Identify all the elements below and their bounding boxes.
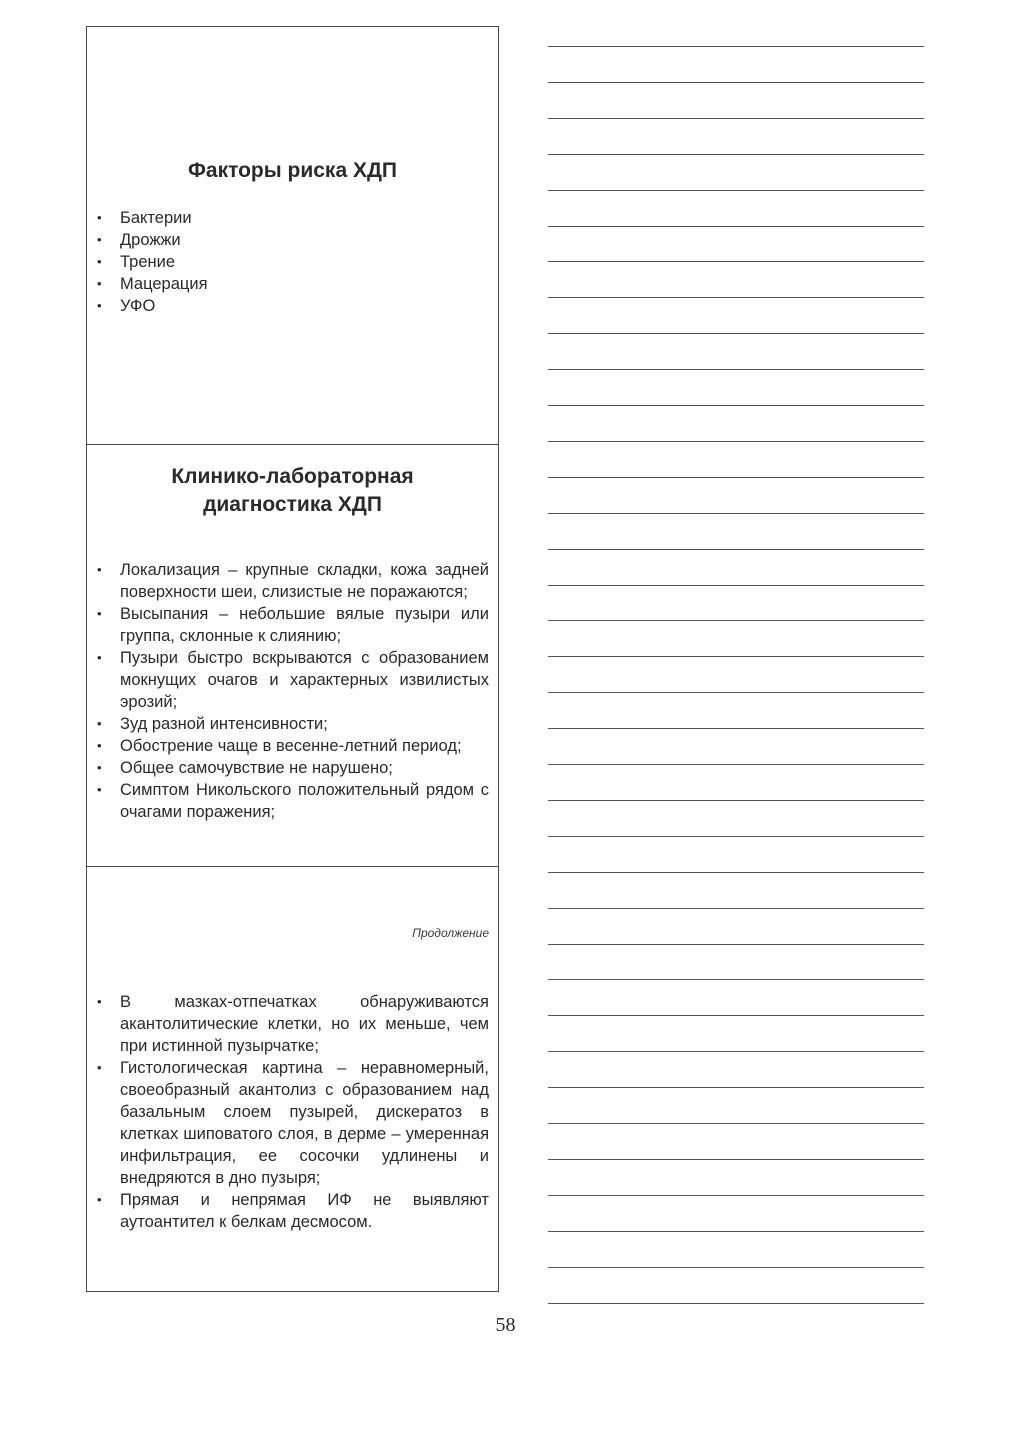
note-line [548,82,924,83]
list-item: • Обострение чаще в весенне-летний период; [97,735,489,757]
list-item: • Трение [97,251,489,273]
note-line [548,656,924,657]
note-line [548,620,924,621]
note-line [548,979,924,980]
note-line [548,513,924,514]
slides-column [86,26,499,1292]
note-line [548,692,924,693]
list-item: • УФО [97,295,489,317]
list-item: • Зуд разной интенсивности; [97,713,489,735]
list-item: • Пузыри быстро вскрываются с образованием мокнущих очагов и характерных извилистых эрозий; [97,647,489,713]
list-item: • Локализация – крупные складки, кожа задней поверхности шеи, слизистые не поражаются; [97,559,489,603]
list-item: • Мацерация [97,273,489,295]
slide-title-line-1: Клинико-лабораторная [171,465,414,488]
note-line [548,369,924,370]
page-number: 58 [495,1314,516,1336]
note-line [548,800,924,801]
list-item: • Бактерии [97,207,489,229]
slide-title-line-2: диагностика ХДП [203,493,382,516]
note-line [548,944,924,945]
list-item: • Общее самочувствие не нарушено; [97,757,489,779]
note-line [548,226,924,227]
note-line [548,1267,924,1268]
continuation-label: Продолжение [412,926,489,940]
list-item: • Дрожжи [97,229,489,251]
list-item: • Высыпания – небольшие вялые пузыри или группа, склонные к слиянию; [97,603,489,647]
note-line [548,1159,924,1160]
note-line [548,1195,924,1196]
slide-continuation [87,867,498,1291]
note-line [548,908,924,909]
note-line [548,118,924,119]
note-line [548,1123,924,1124]
list-item: • Гистологическая картина – неравномерный, своеобразный акантолиз с образованием над базальным слоем пузырей, дискератоз в клетках шиповатого слоя, в дерме – умеренная инфильтрация, ее сосочки удлинены и внедряются в дно пузыря; [97,1057,489,1189]
bullet-list [97,991,489,1233]
note-line [548,1303,924,1304]
list-item: • В мазках-отпечатках обнаруживаются акантолитические клетки, но их меньше, чем при истинной пузырчатке; [97,991,489,1057]
note-line [548,405,924,406]
note-line [548,1087,924,1088]
note-line [548,549,924,550]
slide-risk-factors [87,27,498,445]
note-line [548,1015,924,1016]
note-line [548,1231,924,1232]
list-item: • Симптом Никольского положительный рядом с очагами поражения; [97,779,489,823]
note-line [548,297,924,298]
note-line [548,477,924,478]
slide-clinical-diagnostics [87,445,498,867]
note-line [548,872,924,873]
note-line [548,1051,924,1052]
note-line [548,190,924,191]
slide-title [87,463,498,519]
note-line [548,585,924,586]
note-line [548,261,924,262]
bullet-list [97,559,489,823]
note-line [548,836,924,837]
note-line [548,764,924,765]
note-line [548,333,924,334]
list-item: • Прямая и непрямая ИФ не выявляют аутоантител к белкам десмосом. [97,1189,489,1233]
note-line [548,154,924,155]
note-line [548,46,924,47]
bullet-list [97,207,489,317]
note-line [548,728,924,729]
note-line [548,441,924,442]
slide-title: Факторы риска ХДП [187,159,398,182]
